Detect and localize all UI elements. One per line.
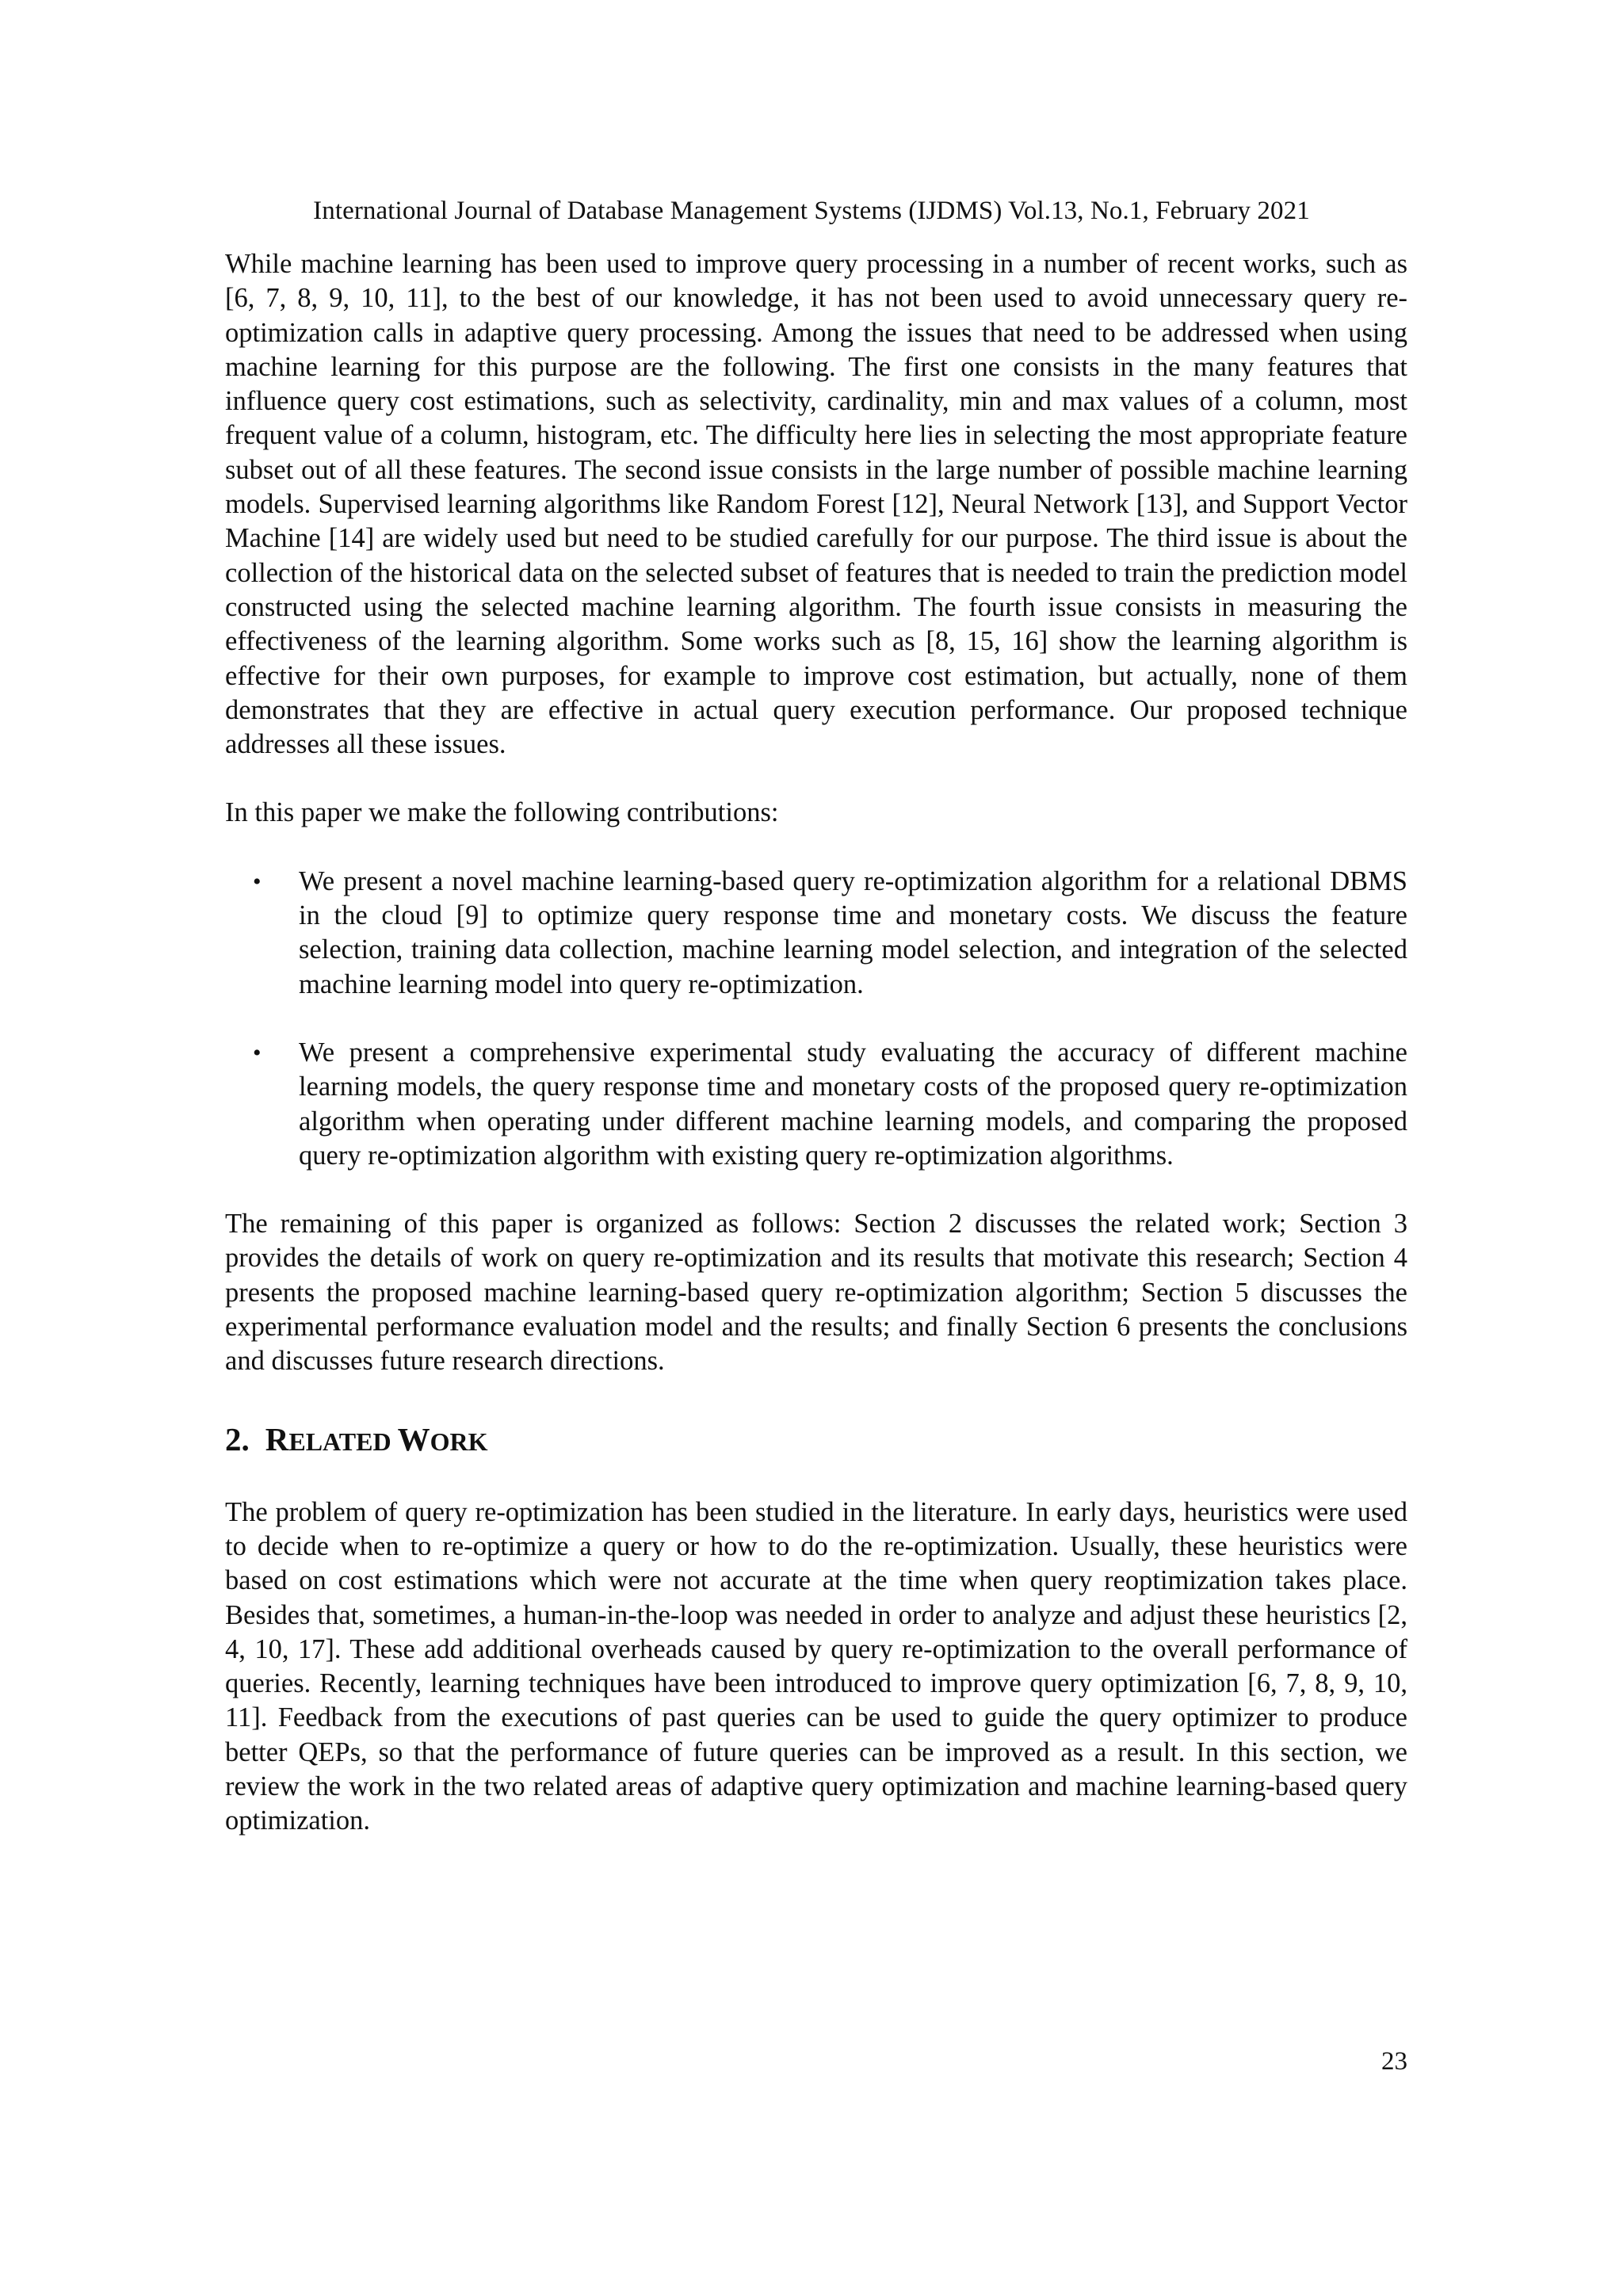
section-title-initial-2: W (397, 1420, 430, 1457)
paragraph-organization: The remaining of this paper is organized as follows: Section 2 discusses the related work; Section 3 provides the details of work on query re-optimization and its results that motivate this research; Section 4 presents the proposed machine learning-based query re-optimization algorithm; Section 5 discusses the experimental performance evaluation model and the results; and finally Section 6 presents the conclusions and discusses future research directions. (225, 1209, 1407, 1377)
section-number: 2. (225, 1420, 250, 1457)
bullet-icon: • (253, 868, 262, 895)
section-title-rest-1: ELATED (288, 1427, 398, 1456)
paragraph-related-work: The problem of query re-optimization has been studied in the literature. In early days, heuristics were used to decide when to re-optimize a query or how to do the re-optimization. Usually, these heuristics were based on cost estimations which were not accurate at the time when query reoptimization takes place. Besides that, sometimes, a human-in-the-loop was needed in order to analyze and adjust these heuristics [2, 4, 10, 17]. These add additional overheads caused by query re-optimization to the overall performance of queries. Recently, learning techniques have been introduced to improve query optimization [6, 7, 8, 9, 10, 11]. Feedback from the executions of past queries can be used to guide the query optimizer to produce better QEPs, so that the performance of future queries can be improved as a result. In this section, we review the work in the two related areas of adaptive query optimization and machine learning-based query optimization. (225, 1496, 1407, 1836)
page-number: 23 (1381, 2047, 1407, 2076)
running-header: International Journal of Database Management Systems (IJDMS) Vol.13, No.1, February 2021 (313, 197, 1310, 225)
section-heading-related-work (225, 1420, 1407, 1461)
list-item (225, 865, 1407, 1002)
bullet-icon: • (253, 1039, 262, 1066)
list-item-text: We present a novel machine learning-based query re-optimization algorithm for a relational DBMS in the cloud [9] to optimize query response time and monetary costs. We discuss the feature selection, training data collection, machine learning model selection, and integration of the selected machine learning model into query re-optimization. (299, 865, 1407, 999)
list-item (225, 1036, 1407, 1173)
contributions-list (225, 865, 1407, 1173)
section-title-rest-2: ORK (430, 1427, 488, 1456)
section-title-initial-1: R (265, 1420, 289, 1457)
paragraph-intro-issues: While machine learning has been used to improve query processing in a number of recent works, such as [6, 7, 8, 9, 10, 11], to the best of our knowledge, it has not been used to avoid unnecessary query re-optimization calls in adaptive query processing. Among the issues that need to be addressed when using machine learning for this purpose are the following. The first one consists in the many features that influence query cost estimations, such as selectivity, cardinality, min and max values of a column, most frequent value of a column, histogram, etc. The difficulty here lies in selecting the most appropriate feature subset out of all these features. The second issue consists in the large number of possible machine learning models. Supervised learning algorithms like Random Forest [12], Neural Network [13], and Support Vector Machine [14] are widely used but need to be studied carefully for our purpose. The third issue is about the collection of the historical data on the selected subset of features that is needed to train the prediction model constructed using the selected machine learning algorithm. The fourth issue consists in measuring the effectiveness of the learning algorithm. Some works such as [8, 15, 16] show the learning algorithm is effective for their own purposes, for example to improve cost estimation, but actually, none of them demonstrates that they are effective in actual query execution performance. Our proposed technique addresses all these issues. (225, 249, 1407, 760)
list-item-text: We present a comprehensive experimental study evaluating the accuracy of different machine learning models, the query response time and monetary costs of the proposed query re-optimization algorithm when operating under different machine learning models, and comparing the proposed query re-optimization algorithm with existing query re-optimization algorithms. (299, 1037, 1407, 1171)
body-text (225, 247, 1407, 1839)
paragraph-contributions-intro: In this paper we make the following contributions: (225, 797, 779, 828)
